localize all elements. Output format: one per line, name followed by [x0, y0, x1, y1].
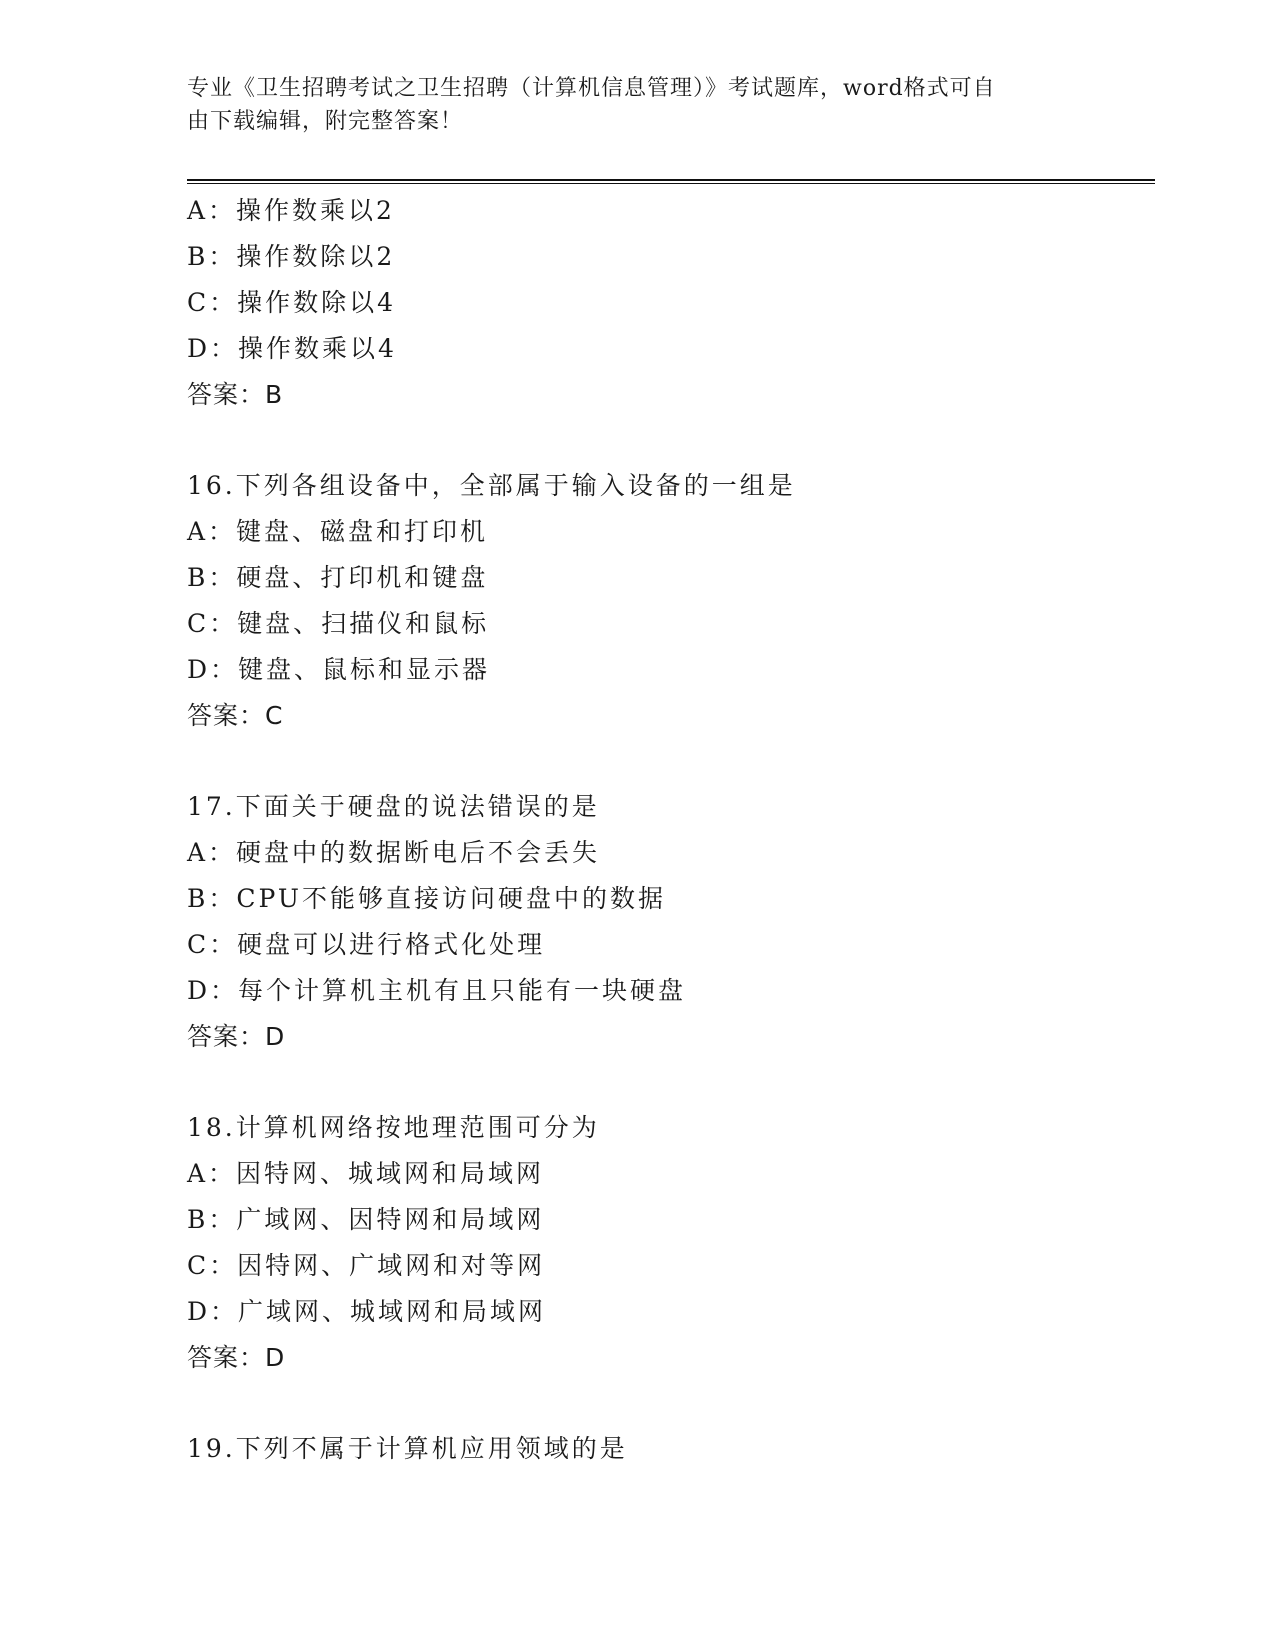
answer-label: 答案：D	[187, 1343, 286, 1372]
answer-label: 答案：D	[187, 1022, 286, 1051]
question-content	[187, 188, 1155, 1472]
option-b: B：操作数除以2	[187, 242, 396, 271]
option-c: C：硬盘可以进行格式化处理	[187, 930, 546, 959]
option-c: C：因特网、广域网和对等网	[187, 1251, 546, 1280]
option-b: B：广域网、因特网和局域网	[187, 1205, 545, 1234]
question-title: 17.下面关于硬盘的说法错误的是	[187, 792, 600, 821]
option-a: A：操作数乘以2	[187, 196, 395, 225]
header-line-2: 由下载编辑，附完整答案！	[187, 109, 464, 134]
option-d: D：键盘、鼠标和显示器	[187, 655, 491, 684]
option-b: B：硬盘、打印机和键盘	[187, 563, 489, 592]
question-16	[187, 463, 1155, 739]
option-c: C：键盘、扫描仪和鼠标	[187, 609, 490, 638]
document-header	[187, 72, 1067, 138]
option-d: D：每个计算机主机有且只能有一块硬盘	[187, 976, 687, 1005]
spacer	[187, 1381, 1155, 1426]
answer-label: 答案：B	[187, 380, 284, 409]
spacer	[187, 1060, 1155, 1105]
question-title: 19.下列不属于计算机应用领域的是	[187, 1434, 628, 1463]
spacer	[187, 739, 1155, 784]
header-line-1: 专业《卫生招聘考试之卫生招聘（计算机信息管理）》考试题库，word格式可自	[187, 76, 996, 101]
question-18	[187, 1105, 1155, 1381]
option-a: A：硬盘中的数据断电后不会丢失	[187, 838, 601, 867]
option-c: C：操作数除以4	[187, 288, 397, 317]
header-divider	[187, 179, 1155, 184]
option-a: A：键盘、磁盘和打印机	[187, 517, 489, 546]
option-b: B：CPU不能够直接访问硬盘中的数据	[187, 884, 666, 913]
question-title: 16.下列各组设备中，全部属于输入设备的一组是	[187, 471, 796, 500]
option-a: A：因特网、城域网和局域网	[187, 1159, 545, 1188]
option-d: D：广域网、城域网和局域网	[187, 1297, 547, 1326]
question-17	[187, 784, 1155, 1060]
question-title: 18.计算机网络按地理范围可分为	[187, 1113, 600, 1142]
spacer	[187, 418, 1155, 463]
option-d: D：操作数乘以4	[187, 334, 397, 363]
question-19	[187, 1426, 1155, 1472]
question-15-continued	[187, 188, 1155, 418]
answer-label: 答案：C	[187, 701, 284, 730]
